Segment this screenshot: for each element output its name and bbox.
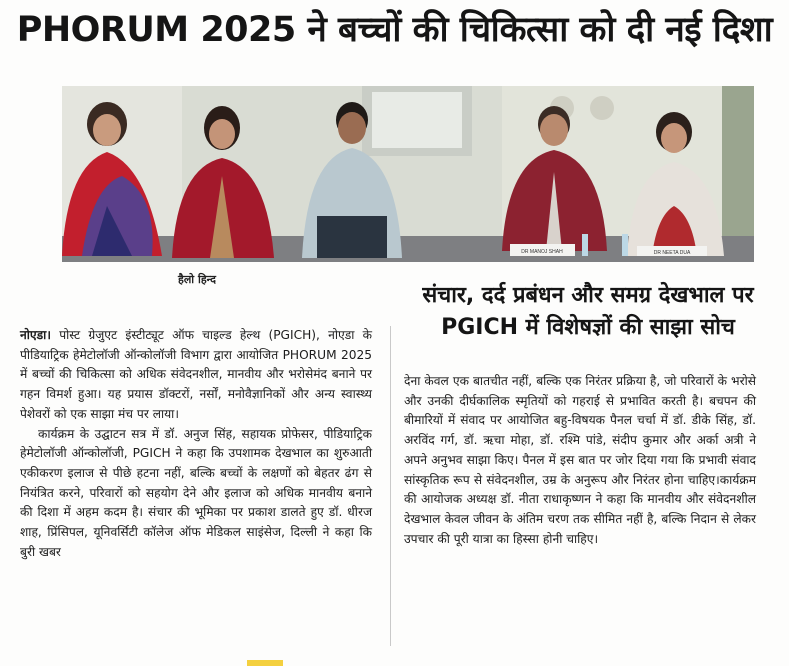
article-column-left xyxy=(20,326,372,562)
nameplate-1: DR MANOJ SHAH xyxy=(521,249,563,255)
panel-photo xyxy=(62,86,754,262)
panel-photo-illustration xyxy=(62,86,754,262)
subheadline: संचार, दर्द प्रबंधन और समग्र देखभाल पर PGICH में विशेषज्ञों की साझा सोच xyxy=(422,283,754,340)
dateline: नोएडा। xyxy=(20,328,51,342)
paragraph-inauguration: कार्यक्रम के उद्घाटन सत्र में डॉ. अनुज सिंह, सहायक प्रोफेसर, पीडियाट्रिक हेमेटोलॉजी ऑन्कोलॉजी, PGICH ने कहा कि उपशामक देखभाल का शुरुआती एकीकरण इलाज से पीछे हटना नहीं, बल्कि बच्चों के लक्षणों को बेहतर ढंग से नियंत्रित करने, परिवारों को सहयोग देने और इलाज को अधिक मानवीय बनाने की दिशा में अहम कदम है। संचार की भूमिका पर प्रकाश डालते हुए डॉ. धीरज शाह, प्रिंसिपल, यूनिवर्सिटी कॉलेज ऑफ मेडिकल साइंसेज, दिल्ली ने कहा कि बुरी खबर xyxy=(20,426,372,559)
headline: PHORUM 2025 ने बच्चों की चिकित्सा को दी नई दिशा xyxy=(16,10,773,50)
accent-bar xyxy=(247,660,283,666)
paragraph-panel: देना केवल एक बातचीत नहीं, बल्कि एक निरंतर प्रक्रिया है, जो परिवारों के भरोसे और उनकी दीर्घकालिक स्मृतियों को गहराई से प्रभावित करती है। बचपन की बीमारियों में संवाद पर आयोजित बहु-विषयक पैनल चर्चा में डॉ. डीके सिंह, डॉ. अरविंद गर्ग, डॉ. ऋचा मोहा, डॉ. रश्मि पांडे, संदीप कुमार और अर्का अत्री ने अपने अनुभव साझा किए। पैनल में इस बात पर जोर दिया गया कि प्रभावी संवाद सांस्कृतिक रूप से संवेदनशील, उम्र के अनुरूप और निरंतर होना चाहिए।कार्यक्रम की आयोजक अध्यक्ष डॉ. नीता राधाकृष्णन ने कहा कि मानवीय और संवेदनशील देखभाल केवल जीवन के अंतिम चरण तक सीमित नहीं है, बल्कि निदान से लेकर उपचार की पूरी यात्रा का हिस्सा होनी चाहिए। xyxy=(404,374,756,546)
nameplate-2: DR NEETA DUA xyxy=(653,250,691,256)
column-divider xyxy=(390,326,391,646)
article-column-right xyxy=(404,372,756,549)
photo-credit: हैलो हिन्द xyxy=(178,273,216,286)
paragraph-intro xyxy=(20,326,372,425)
paragraph-intro-text: पोस्ट ग्रेजुएट इंस्टीट्यूट ऑफ चाइल्ड हेल्थ (PGICH), नोएडा के पीडियाट्रिक हेमेटोलॉजी ऑन्कोलॉजी विभाग द्वारा आयोजित PHORUM 2025 में बच्चों की चिकित्सा को अधिक संवेदनशील, मानवीय और भरोसेमंद बनाने पर गहन विमर्श हुआ। यह प्रयास डॉक्टरों, नर्सों, मनोवैज्ञानिकों और अन्य स्वास्थ्य पेशेवरों को एक साझा मंच पर लाया। xyxy=(20,328,372,421)
